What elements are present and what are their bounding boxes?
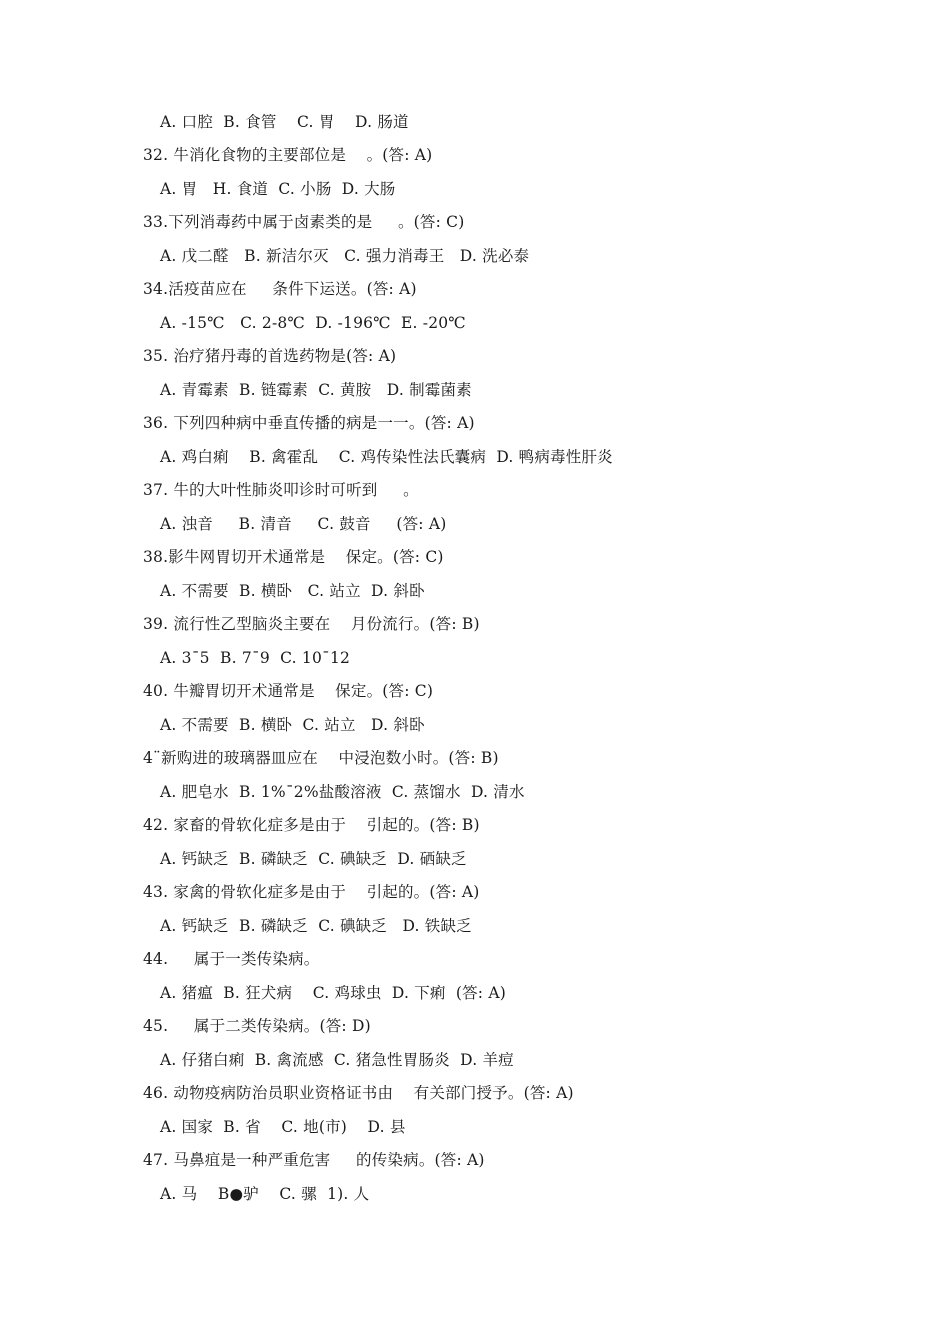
question-line: 43. 家禽的骨软化症多是由于 引起的。(答: A) — [143, 883, 480, 901]
option-line: A. 钙缺乏 B. 磷缺乏 C. 碘缺乏 D. 硒缺乏 — [160, 850, 467, 868]
option-line: A. 戊二醛 B. 新洁尔灭 C. 强力消毒王 D. 洗必泰 — [160, 247, 530, 265]
question-line: 32. 牛消化食物的主要部位是 。(答: A) — [143, 146, 433, 164]
question-line: 37. 牛的大叶性肺炎叩诊时可听到 。 — [143, 481, 419, 499]
option-line: A. 仔猪白痢 B. 禽流感 C. 猪急性胃肠炎 D. 羊痘 — [160, 1051, 514, 1069]
option-line: A. -15℃ C. 2-8℃ D. -196℃ E. -20℃ — [160, 314, 466, 332]
option-line: A. 胃 H. 食道 C. 小肠 D. 大肠 — [160, 180, 396, 198]
question-line: 34.活疫苗应在 条件下运送。(答: A) — [143, 280, 417, 298]
question-line: 44. 属于一类传染病。 — [143, 950, 320, 968]
question-line: 36. 下列四种病中垂直传播的病是一一。(答: A) — [143, 414, 475, 432]
option-line: A. 钙缺乏 B. 磷缺乏 C. 碘缺乏 D. 铁缺乏 — [160, 917, 472, 935]
option-line: A. 国家 B. 省 C. 地(市) D. 县 — [160, 1118, 406, 1136]
option-line: A. 猪瘟 B. 狂犬病 C. 鸡球虫 D. 下痢 (答: A) — [160, 984, 506, 1002]
option-line: A. 鸡白痢 B. 禽霍乱 C. 鸡传染性法氏囊病 D. 鸭病毒性肝炎 — [160, 448, 613, 466]
option-line: A. 马 B●驴 C. 骡 1). 人 — [160, 1185, 370, 1203]
question-line: 35. 治疗猪丹毒的首选药物是(答: A) — [143, 347, 397, 365]
option-line: A. 不需要 B. 横卧 C. 站立 D. 斜卧 — [160, 582, 425, 600]
option-line: A. 青霉素 B. 链霉素 C. 黄胺 D. 制霉菌素 — [160, 381, 472, 399]
question-line: 40. 牛瓣胃切开术通常是 保定。(答: C) — [143, 682, 434, 700]
question-line: 39. 流行性乙型脑炎主要在 月份流行。(答: B) — [143, 615, 480, 633]
question-line: 47. 马鼻疽是一种严重危害 的传染病。(答: A) — [143, 1151, 485, 1169]
option-line: A. 口腔 B. 食管 C. 胃 D. 肠道 — [160, 113, 409, 131]
option-line: A. 浊音 B. 清音 C. 鼓音 (答: A) — [160, 515, 447, 533]
option-line: A. 3¯5 B. 7¯9 C. 10¯12 — [160, 649, 351, 667]
question-line: 45. 属于二类传染病。(答: D) — [143, 1017, 371, 1035]
question-line: 4¨新购进的玻璃器皿应在 中浸泡数小时。(答: B) — [143, 749, 499, 767]
option-line: A. 不需要 B. 横卧 C. 站立 D. 斜卧 — [160, 716, 425, 734]
question-line: 38.影牛网胃切开术通常是 保定。(答: C) — [143, 548, 444, 566]
option-line: A. 肥皂水 B. 1%¯2%盐酸溶液 C. 蒸馏水 D. 清水 — [160, 783, 525, 801]
question-line: 33.下列消毒药中属于卤素类的是 。(答: C) — [143, 213, 465, 231]
question-line: 46. 动物疫病防治员职业资格证书由 有关部门授予。(答: A) — [143, 1084, 574, 1102]
question-line: 42. 家畜的骨软化症多是由于 引起的。(答: B) — [143, 816, 480, 834]
